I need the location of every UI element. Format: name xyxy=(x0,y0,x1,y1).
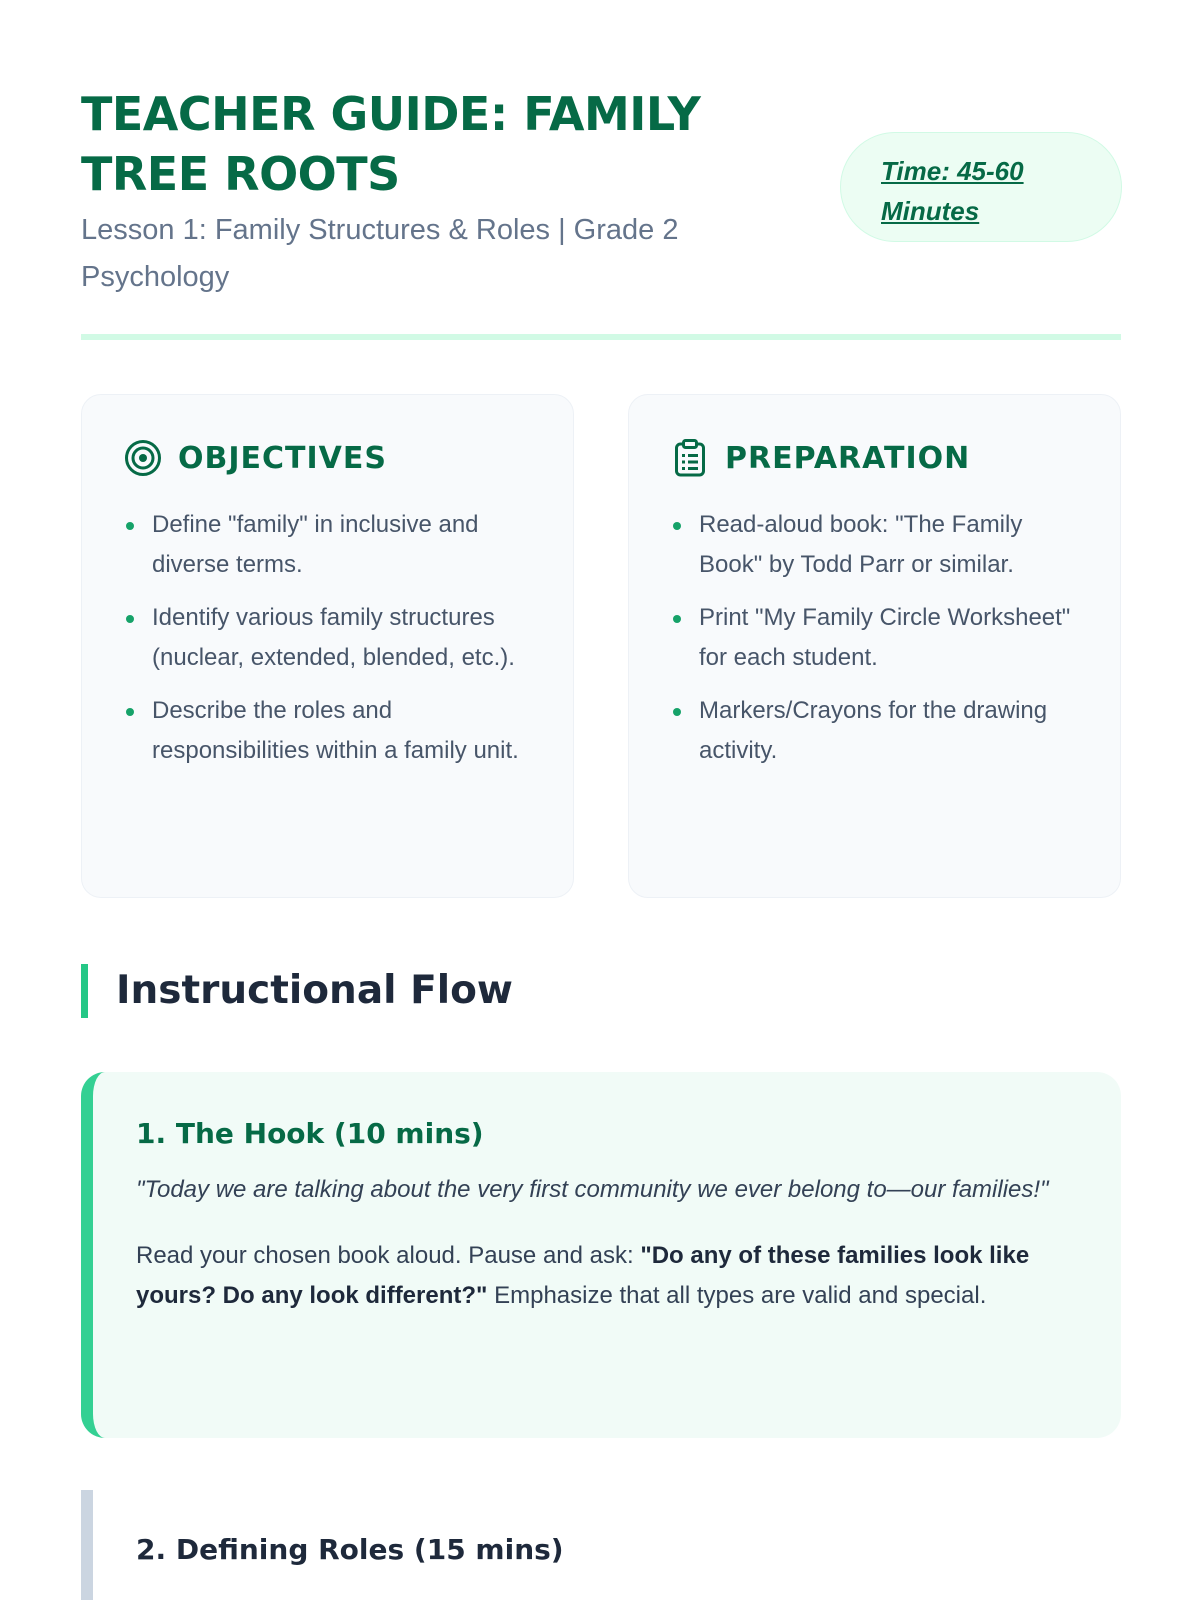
time-badge-line2: Minutes xyxy=(881,196,980,226)
preparation-item: Print "My Family Circle Worksheet" for each student. xyxy=(671,598,1080,678)
clipboard-icon xyxy=(671,438,709,478)
target-icon xyxy=(124,438,162,478)
step-card-hook xyxy=(81,1072,1121,1438)
objectives-card xyxy=(81,394,574,898)
step-title: 1. The Hook (10 mins) xyxy=(136,1117,484,1150)
objective-item: Describe the roles and responsibilities within a family unit. xyxy=(124,691,533,771)
page-header xyxy=(81,84,1121,344)
step-text-before: Read your chosen book aloud. Pause and ask: xyxy=(136,1242,641,1269)
step-text-bold: "Do any of these families look like yours? Do any look different?" xyxy=(136,1242,1030,1309)
objectives-list xyxy=(124,505,533,771)
preparation-item: Markers/Crayons for the drawing activity. xyxy=(671,691,1080,771)
header-divider xyxy=(81,334,1121,340)
step-text-after: Emphasize that all types are valid and special. xyxy=(487,1282,987,1309)
step-quote: "Today we are talking about the very first community we ever belong to—our families!" xyxy=(136,1176,1049,1203)
page-title: TEACHER GUIDE: FAMILY TREE ROOTS xyxy=(81,87,701,201)
preparation-list xyxy=(671,505,1080,771)
time-badge xyxy=(840,132,1122,242)
objectives-title: OBJECTIVES xyxy=(178,440,387,476)
preparation-header xyxy=(671,435,1080,481)
objectives-header xyxy=(124,435,533,481)
page-subtitle: Lesson 1: Family Structures & Roles | Grade 2 Psychology xyxy=(81,214,679,293)
step-title: 2. Defining Roles (15 mins) xyxy=(136,1533,564,1566)
preparation-card xyxy=(628,394,1121,898)
objective-item: Define "family" in inclusive and diverse terms. xyxy=(124,505,533,585)
step-instructions xyxy=(136,1236,1069,1316)
instructional-flow-heading: Instructional Flow xyxy=(81,964,513,1018)
preparation-title: PREPARATION xyxy=(725,440,971,476)
objective-item: Identify various family structures (nuclear, extended, blended, etc.). xyxy=(124,598,533,678)
preparation-item: Read-aloud book: "The Family Book" by Todd Parr or similar. xyxy=(671,505,1080,585)
time-badge-line1: Time: 45-60 xyxy=(881,156,1024,186)
step-card-defining-roles xyxy=(81,1490,1121,1600)
